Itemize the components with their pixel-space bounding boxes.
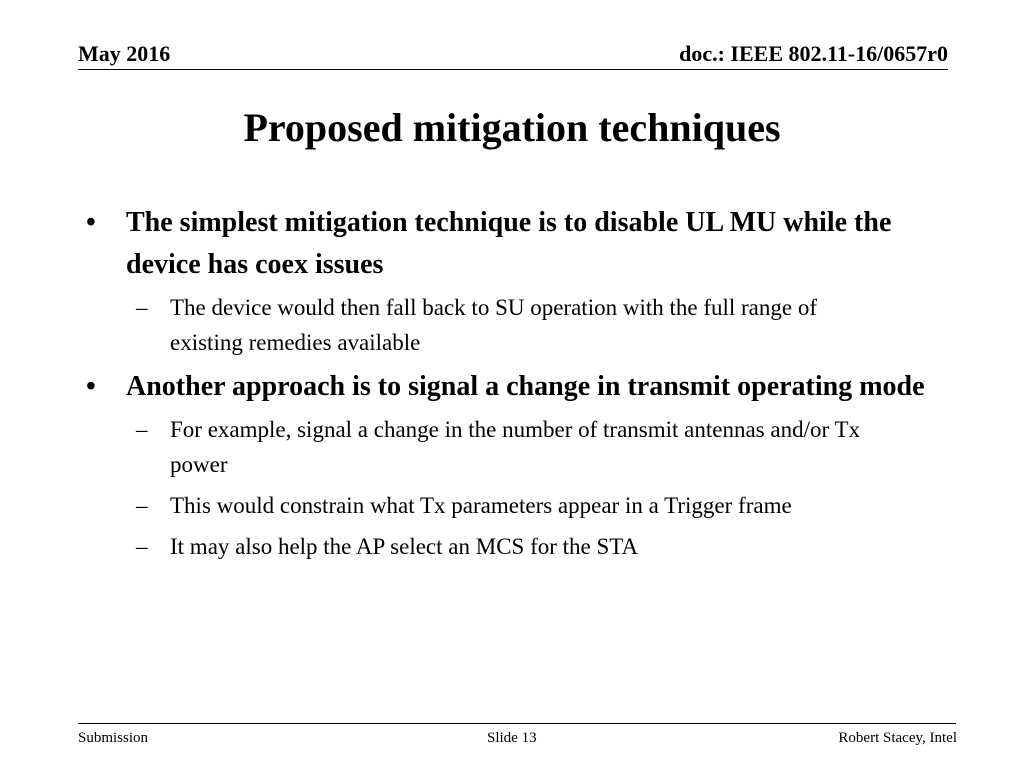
header-doc-id: doc.: IEEE 802.11-16/0657r0 [679,41,948,66]
bullet-text: The simplest mitigation technique is to disable UL MU while the device has coex issues [126,207,892,280]
footer-submission: Submission [78,730,149,746]
sub-bullet-item [80,488,880,523]
bullet-marker: • [86,371,96,402]
sub-bullet-text: For example, signal a change in the number of transmit antennas and/or Tx power [170,417,861,477]
bullet-item [80,202,940,286]
header-date: May 2016 [78,41,171,66]
bullet-item [80,366,940,408]
sub-bullet-marker: – [136,295,148,320]
header-divider [78,69,948,70]
footer-author: Robert Stacey, Intel [838,730,957,746]
sub-bullet-text: It may also help the AP select an MCS for the STA [170,534,639,559]
footer-divider [78,723,956,724]
bullet-text: Another approach is to signal a change in transmit operating mode [126,371,925,402]
sub-bullet-item [80,529,880,564]
sub-bullet-item [80,290,880,360]
sub-bullet-item [80,412,880,482]
sub-bullet-text: This would constrain what Tx parameters appear in a Trigger frame [170,493,792,518]
slide-body [80,202,940,570]
slide-title: Proposed mitigation techniques [243,105,781,150]
sub-bullet-marker: – [136,534,148,559]
footer-slide-number: Slide 13 [487,730,537,746]
sub-bullet-marker: – [136,493,148,518]
sub-bullet-text: The device would then fall back to SU operation with the full range of existing remedies available [170,295,817,355]
sub-bullet-marker: – [136,417,148,442]
bullet-marker: • [86,207,96,238]
